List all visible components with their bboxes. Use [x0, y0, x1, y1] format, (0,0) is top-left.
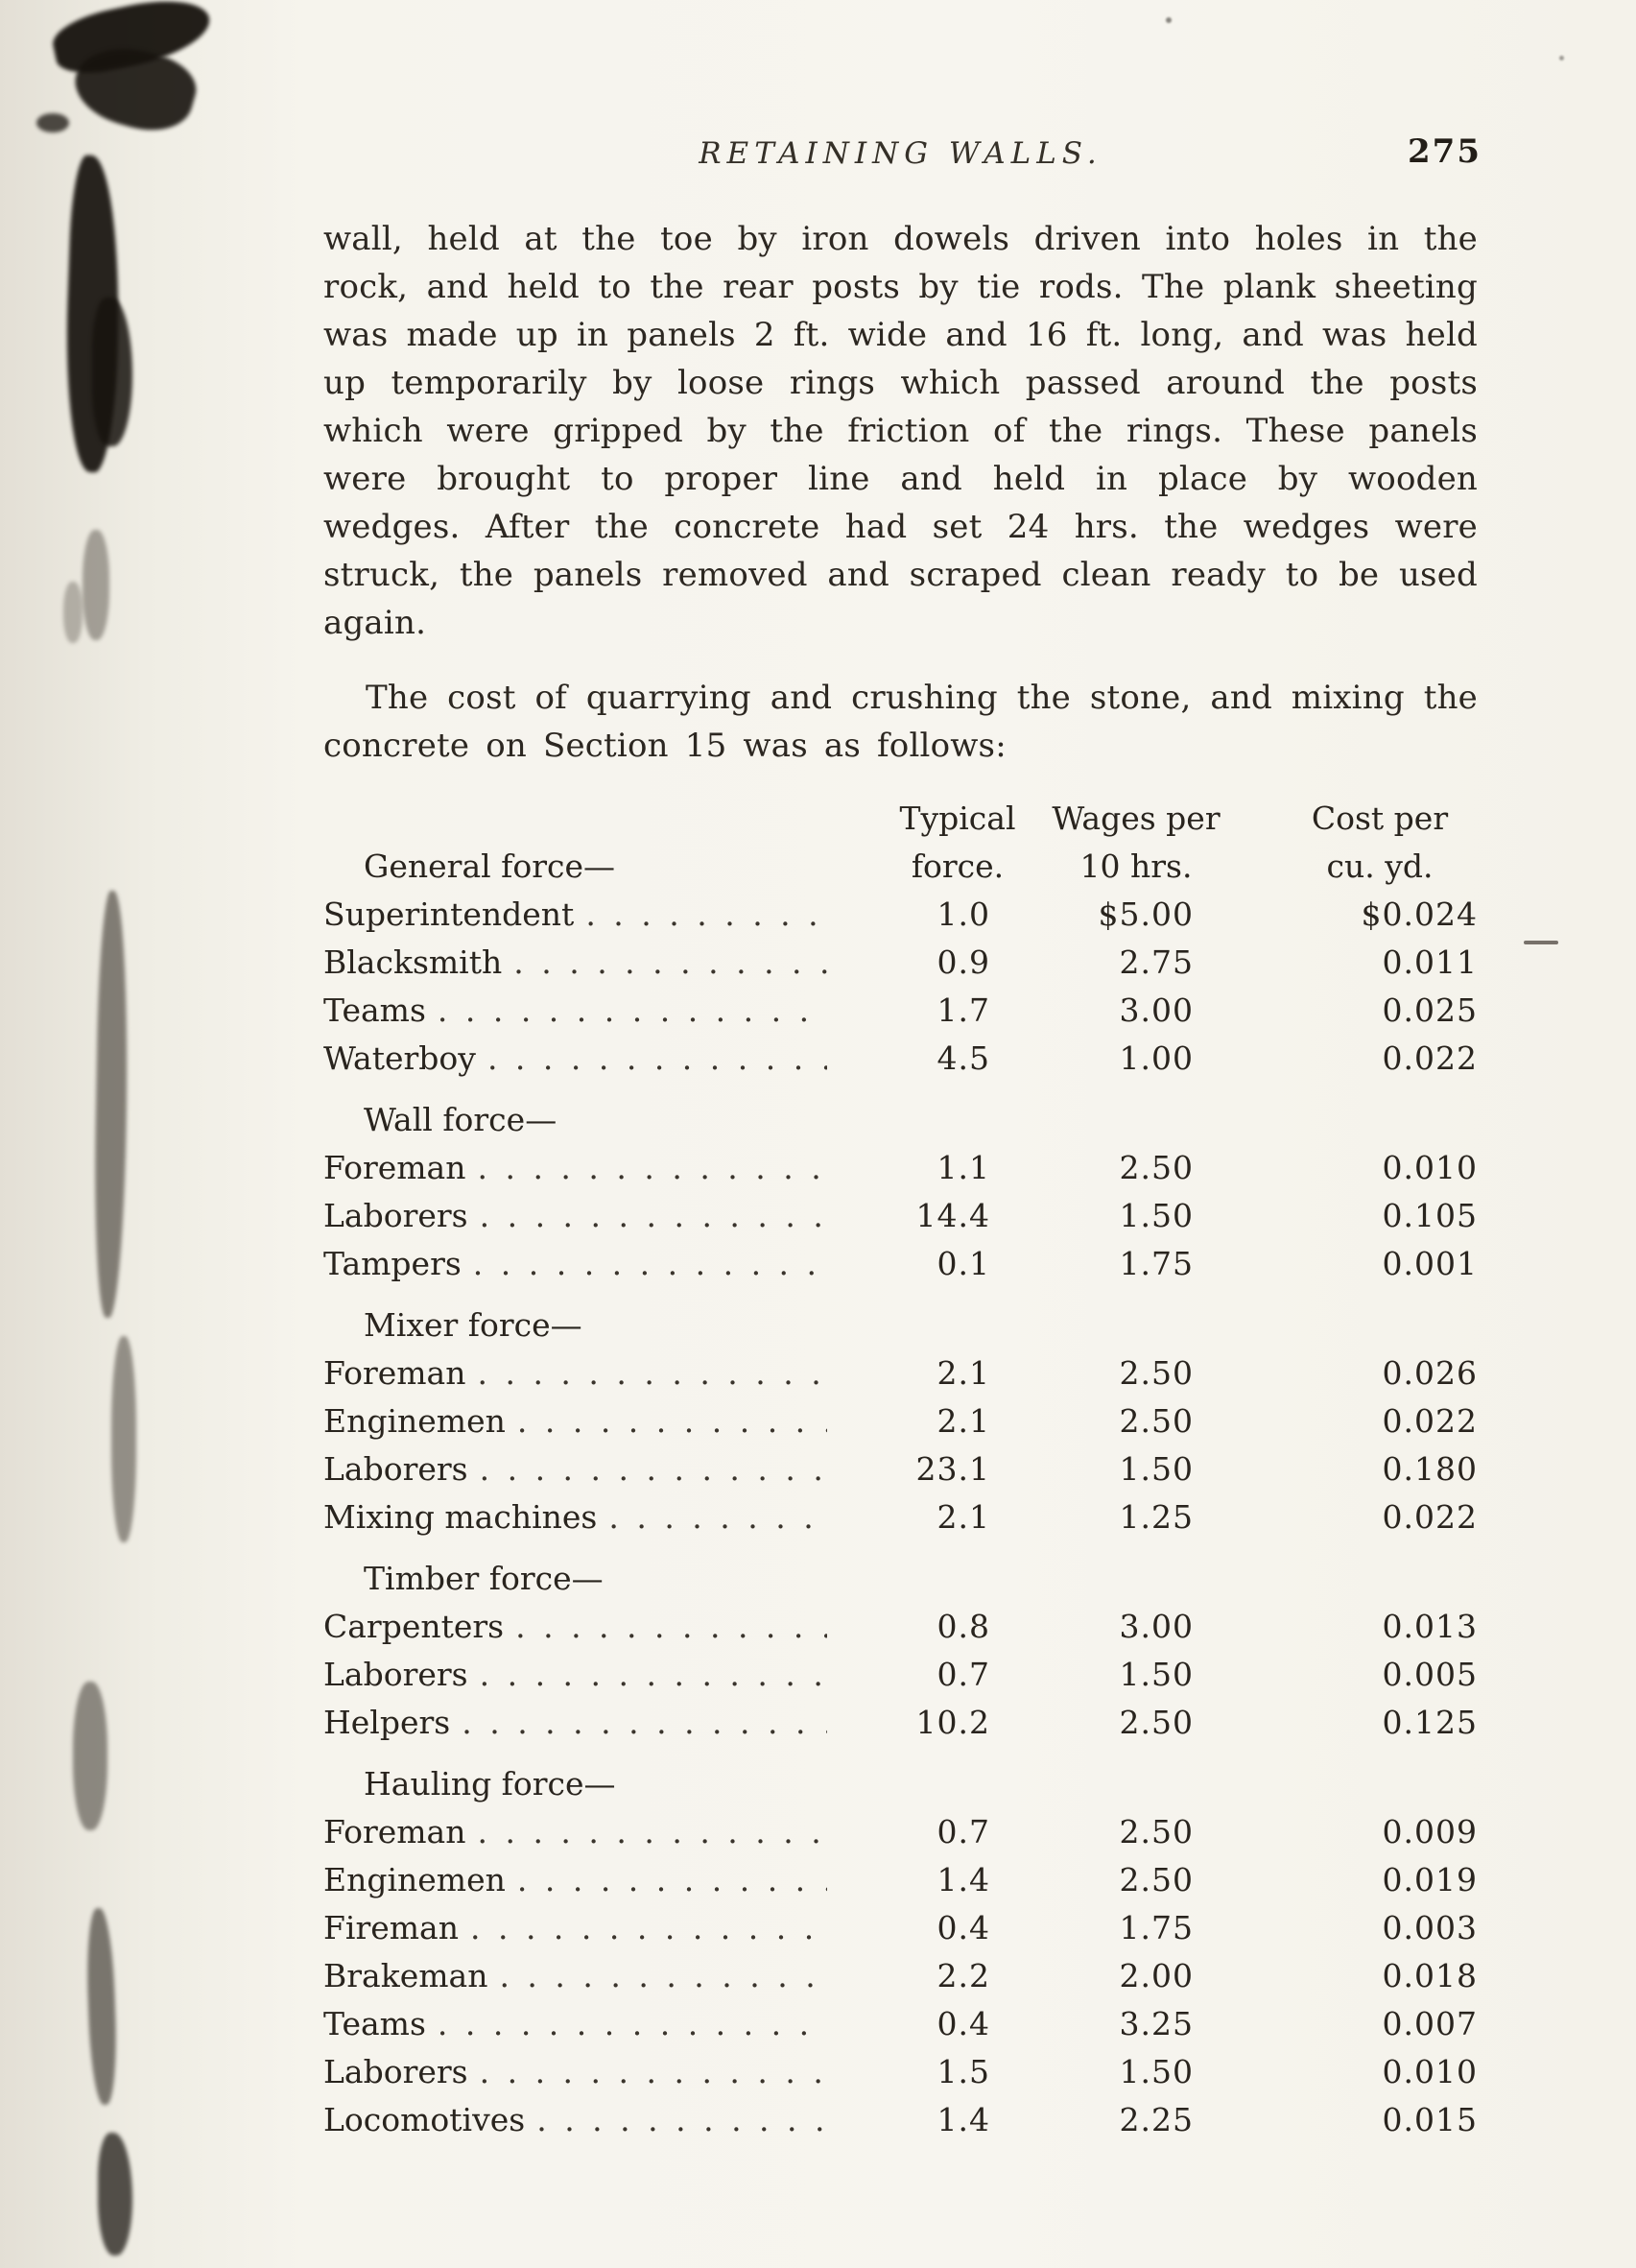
- dot-leader: [517, 1856, 827, 1904]
- dot-leader: [517, 1397, 827, 1445]
- typical-force-value: 10.2: [915, 1704, 990, 1741]
- table-row: [323, 1603, 1478, 1651]
- cost-value: 0.019: [1382, 1861, 1478, 1898]
- wages-value: 1.50: [1119, 1450, 1194, 1488]
- page-number: 275: [1408, 132, 1482, 171]
- scan-speck: [1559, 56, 1564, 60]
- row-label: Carpenters: [323, 1608, 505, 1645]
- cost-value: 0.022: [1382, 1498, 1478, 1536]
- scan-artifact: [98, 2133, 132, 2256]
- table-row: [323, 2096, 1478, 2144]
- typical-force-value: 1.4: [937, 1861, 990, 1898]
- dot-leader: [480, 2048, 827, 2096]
- dot-leader: [608, 1493, 827, 1541]
- table-row: [323, 2000, 1478, 2048]
- table-row: [323, 891, 1478, 939]
- row-label: Enginemen: [323, 1861, 506, 1898]
- row-label: Enginemen: [323, 1402, 506, 1440]
- scan-artifact: [63, 582, 83, 643]
- typical-force-value: 14.4: [915, 1197, 990, 1234]
- scan-speck: [1166, 17, 1172, 23]
- scan-artifact: [83, 530, 109, 640]
- wages-value: 3.00: [1119, 991, 1194, 1029]
- table-row: [323, 1349, 1478, 1397]
- typical-force-value: 1.5: [937, 2053, 990, 2090]
- group-label-hauling-force: Hauling force—: [364, 1765, 616, 1802]
- cost-value: 0.005: [1382, 1656, 1478, 1693]
- row-label: Laborers: [323, 1656, 468, 1693]
- group-label-general-force: General force—: [364, 848, 616, 885]
- wages-value: 2.00: [1119, 1957, 1194, 1994]
- dot-leader: [536, 2096, 827, 2144]
- row-label: Brakeman: [323, 1957, 488, 1994]
- dot-leader: [438, 2000, 827, 2048]
- dot-leader: [462, 1699, 827, 1747]
- cost-value: 0.013: [1382, 1608, 1478, 1645]
- cost-value: 0.009: [1382, 1813, 1478, 1850]
- paragraph-1: wall, held at the toe by iron dowels driven into holes in the rock, and held to the rear posts by tie rods. The plank sheeting was made up in panels 2 ft. wide and 16 ft. long, and was held up temporarily by loose rings which passed around the posts which were gripped by the friction of the rings. These panels were brought to proper line and held in place by wooden wedges. After the concrete had set 24 hrs. the wedges were struck, the panels removed and scraped clean ready to be used again.: [323, 220, 1478, 642]
- table-row: [323, 1808, 1478, 1856]
- row-label: Fireman: [323, 1909, 459, 1946]
- wages-value: 1.50: [1119, 1197, 1194, 1234]
- row-label: Locomotives: [323, 2101, 526, 2138]
- cost-value: 0.001: [1382, 1245, 1478, 1282]
- margin-dash-artifact: [1524, 941, 1558, 944]
- scan-artifact: [92, 891, 130, 1318]
- cost-value: 0.010: [1382, 2053, 1478, 2090]
- row-label: Foreman: [323, 1149, 466, 1186]
- cost-value: 0.007: [1382, 2005, 1478, 2042]
- dot-leader: [477, 1808, 827, 1856]
- typical-force-value: 2.1: [937, 1354, 990, 1392]
- wages-value: 2.50: [1119, 1861, 1194, 1898]
- typical-force-value: 0.1: [937, 1245, 990, 1282]
- dot-leader: [513, 939, 827, 987]
- row-label: Foreman: [323, 1354, 466, 1392]
- wages-value: 1.50: [1119, 2053, 1194, 2090]
- table-row: [323, 1035, 1478, 1083]
- typical-force-value: 4.5: [937, 1039, 990, 1077]
- dot-leader: [477, 1349, 827, 1397]
- wages-value: 2.50: [1119, 1813, 1194, 1850]
- typical-force-value: 1.7: [937, 991, 990, 1029]
- group-label-timber-force: Timber force—: [364, 1560, 604, 1597]
- table-row: [323, 1192, 1478, 1240]
- paragraph-2: The cost of quarrying and crushing the stone, and mixing the concrete on Section 15 was as follows:: [323, 679, 1478, 765]
- cost-value: 0.003: [1382, 1909, 1478, 1946]
- cost-value: 0.022: [1382, 1039, 1478, 1077]
- typical-force-value: 0.4: [937, 1909, 990, 1946]
- running-head-row: [323, 132, 1482, 186]
- row-label: Teams: [323, 2005, 426, 2042]
- cost-value: 0.018: [1382, 1957, 1478, 1994]
- cost-value: 0.105: [1382, 1197, 1478, 1234]
- cost-table: [323, 795, 1478, 2144]
- cost-value: 0.125: [1382, 1704, 1478, 1741]
- typical-force-value: 2.1: [937, 1402, 990, 1440]
- page-content: [323, 132, 1482, 2144]
- cost-value: 0.026: [1382, 1354, 1478, 1392]
- typical-force-value: 0.8: [937, 1608, 990, 1645]
- dot-leader: [477, 1144, 827, 1192]
- typical-force-value: 1.4: [937, 2101, 990, 2138]
- row-label: Blacksmith: [323, 943, 503, 981]
- row-label: Superintendent: [323, 895, 575, 933]
- typical-force-value: 1.0: [937, 895, 990, 933]
- table-row: [323, 1699, 1478, 1747]
- typical-force-value: 0.4: [937, 2005, 990, 2042]
- typical-force-value: 0.9: [937, 943, 990, 981]
- row-label: Helpers: [323, 1704, 451, 1741]
- row-label: Laborers: [323, 1450, 468, 1488]
- dot-leader: [515, 1603, 827, 1651]
- cost-value: 0.010: [1382, 1149, 1478, 1186]
- table-row: [323, 2048, 1478, 2096]
- typical-force-value: 23.1: [915, 1450, 990, 1488]
- dot-leader: [499, 1952, 827, 2000]
- scan-artifact: [111, 1336, 136, 1542]
- cost-value: 0.011: [1382, 943, 1478, 981]
- wages-value: 1.00: [1119, 1039, 1194, 1077]
- wages-value: 1.75: [1119, 1909, 1194, 1946]
- wages-value: 2.25: [1119, 2101, 1194, 2138]
- cost-value: 0.022: [1382, 1402, 1478, 1440]
- dot-leader: [585, 891, 827, 939]
- wages-value: $5.00: [1098, 895, 1194, 933]
- scan-artifact: [73, 1682, 107, 1830]
- cost-value: 0.015: [1382, 2101, 1478, 2138]
- wages-value: 2.50: [1119, 1402, 1194, 1440]
- typical-force-value: 2.1: [937, 1498, 990, 1536]
- cost-value: 0.180: [1382, 1450, 1478, 1488]
- wages-value: 2.50: [1119, 1704, 1194, 1741]
- typical-force-value: 0.7: [937, 1813, 990, 1850]
- scan-artifact: [36, 113, 69, 132]
- column-header-wages: Wages per 10 hrs.: [1052, 800, 1221, 885]
- table-row: [323, 1952, 1478, 2000]
- typical-force-value: 0.7: [937, 1656, 990, 1693]
- typical-force-value: 2.2: [937, 1957, 990, 1994]
- dot-leader: [470, 1904, 827, 1952]
- row-label: Laborers: [323, 2053, 468, 2090]
- wages-value: 2.75: [1119, 943, 1194, 981]
- row-label: Foreman: [323, 1813, 466, 1850]
- group-label-wall-force: Wall force—: [364, 1101, 557, 1138]
- table-row: [323, 1904, 1478, 1952]
- cost-value: $0.024: [1361, 895, 1478, 933]
- table-row: [323, 939, 1478, 987]
- group-label-mixer-force: Mixer force—: [364, 1306, 582, 1344]
- cost-value: 0.025: [1382, 991, 1478, 1029]
- row-label: Waterboy: [323, 1039, 476, 1077]
- row-label: Laborers: [323, 1197, 468, 1234]
- row-label: Tampers: [323, 1245, 462, 1282]
- table-row: [323, 1493, 1478, 1541]
- table-row: [323, 1397, 1478, 1445]
- wages-value: 3.25: [1119, 2005, 1194, 2042]
- dot-leader: [480, 1192, 827, 1240]
- scan-artifact: [92, 298, 132, 446]
- scan-artifact: [84, 1908, 118, 2106]
- table-row: [323, 1651, 1478, 1699]
- wages-value: 2.50: [1119, 1149, 1194, 1186]
- table-header: [323, 795, 1478, 891]
- row-label: Mixing machines: [323, 1498, 598, 1536]
- table-row: [323, 987, 1478, 1035]
- wages-value: 1.50: [1119, 1656, 1194, 1693]
- wages-value: 1.75: [1119, 1245, 1194, 1282]
- wages-value: 3.00: [1119, 1608, 1194, 1645]
- column-header-cost: Cost per cu. yd.: [1311, 800, 1449, 885]
- row-label: Teams: [323, 991, 426, 1029]
- table-row: [323, 1240, 1478, 1288]
- table-row: [323, 1856, 1478, 1904]
- running-head: RETAINING WALLS.: [699, 136, 1103, 171]
- wages-value: 1.25: [1119, 1498, 1194, 1536]
- table-row: [323, 1144, 1478, 1192]
- wages-value: 2.50: [1119, 1354, 1194, 1392]
- column-header-typical-force: Typical force.: [899, 800, 1016, 885]
- table-row: [323, 1445, 1478, 1493]
- typical-force-value: 1.1: [937, 1149, 990, 1186]
- dot-leader: [438, 987, 827, 1035]
- dot-leader: [480, 1651, 827, 1699]
- dot-leader: [487, 1035, 827, 1083]
- dot-leader: [480, 1445, 827, 1493]
- dot-leader: [473, 1240, 827, 1288]
